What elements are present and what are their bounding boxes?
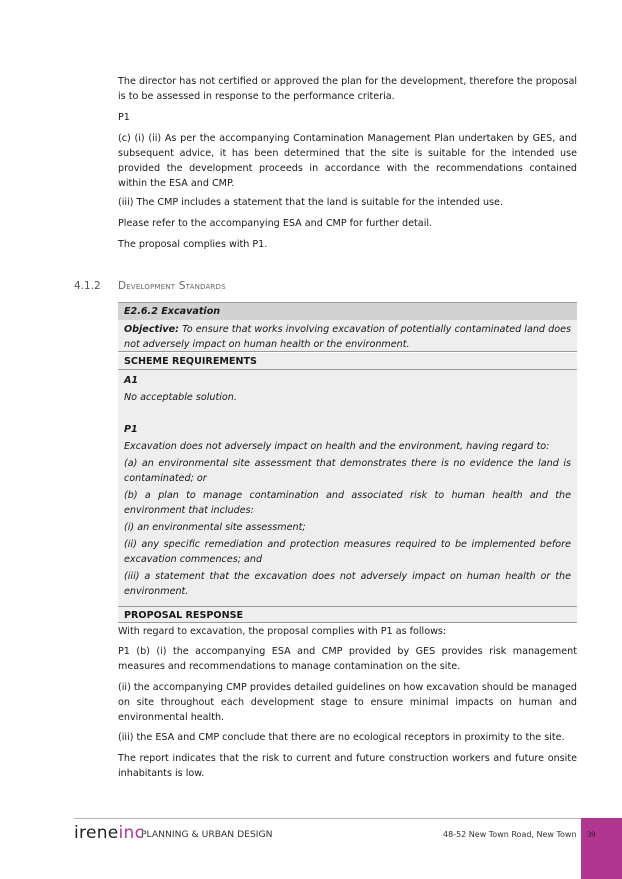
objective-label: Objective:: [124, 324, 179, 335]
intro-paragraph: (c) (i) (ii) As per the accompanying Contamination Management Plan undertaken by GES, and subsequent advice, it has been determined that the site is suitable for the intended use provided the development proceeds in accordance with the recommendations contained within the ESA and CMP.: [118, 133, 577, 189]
scheme-requirements-header: SCHEME REQUIREMENTS: [118, 353, 577, 370]
a1-label: A1: [124, 375, 139, 386]
proposal-response-header: PROPOSAL RESPONSE: [118, 606, 577, 623]
section-number: 4.1.2: [74, 280, 101, 292]
company-logo: [74, 823, 144, 843]
intro-paragraph: The director has not certified or approved the plan for the development, therefore the proposal is to be assessed in response to the performance criteria.: [118, 76, 577, 102]
intro-p1-label: P1: [118, 112, 130, 123]
intro-paragraph: Please refer to the accompanying ESA and CMP for further detail.: [118, 218, 433, 229]
response-paragraph: (iii) the ESA and CMP conclude that there are no ecological receptors in proximity to the site.: [118, 732, 565, 743]
response-paragraph: P1 (b) (i) the accompanying ESA and CMP provided by GES provides risk management measures and recommendations to manage contamination on the site.: [118, 646, 577, 672]
p1-intro: Excavation does not adversely impact on health and the environment, having regard to:: [124, 441, 550, 452]
standard-title: E2.6.2 Excavation: [118, 302, 577, 320]
a1-text: No acceptable solution.: [124, 392, 237, 403]
response-paragraph: The report indicates that the risk to current and future construction workers and future onsite inhabitants is low.: [118, 753, 577, 779]
p1-item-iii: (iii) a statement that the excavation does not adversely impact on human health or the environment.: [124, 571, 571, 597]
company-tagline: PLANNING & URBAN DESIGN: [141, 829, 273, 840]
section-title: Development Standards: [118, 280, 226, 292]
footer-divider: [74, 818, 581, 819]
page-number-tab: [581, 818, 622, 879]
p1-item-b: (b) a plan to manage contamination and associated risk to human health and the environment that includes:: [124, 490, 571, 516]
response-paragraph: With regard to excavation, the proposal complies with P1 as follows:: [118, 626, 447, 637]
standard-objective: [118, 320, 577, 352]
footer-address: 48-52 New Town Road, New Town: [443, 830, 577, 839]
response-paragraph: (ii) the accompanying CMP provides detailed guidelines on how excavation should be managed on site throughout each development stage to ensure minimal impacts on human and environmental health.: [118, 682, 577, 723]
p1-item-ii: (ii) any specific remediation and protection measures required to be implemented before excavation commences; and: [124, 539, 571, 565]
objective-text: To ensure that works involving excavation of potentially contaminated land does not adversely impact on human health or the environment.: [124, 324, 571, 350]
page-number: 39: [587, 829, 596, 839]
p1-item-i: (i) an environmental site assessment;: [124, 522, 306, 533]
intro-paragraph: (iii) The CMP includes a statement that the land is suitable for the intended use.: [118, 197, 503, 208]
scheme-requirements-body: [118, 370, 577, 606]
logo-text-part2: inc: [118, 823, 145, 843]
logo-text-part1: irene: [74, 823, 119, 843]
p1-item-a: (a) an environmental site assessment that demonstrates there is no evidence the land is contaminated; or: [124, 458, 571, 484]
intro-conclusion: The proposal complies with P1.: [118, 239, 268, 250]
p1-label: P1: [124, 424, 138, 435]
